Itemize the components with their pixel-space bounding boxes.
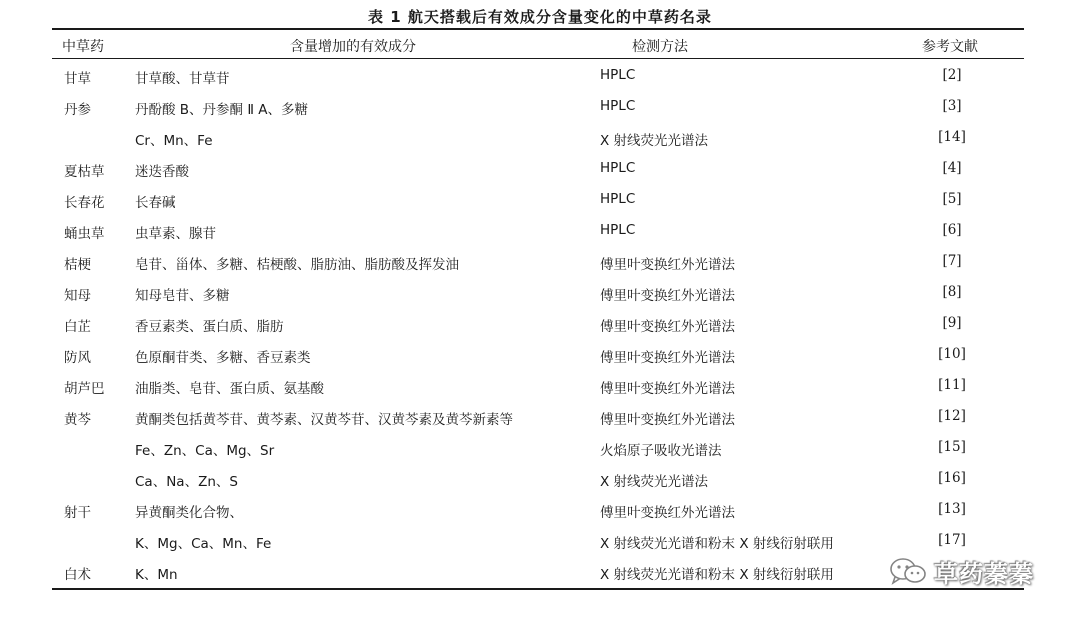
reference-cell: [2] xyxy=(942,67,962,83)
table-row xyxy=(0,308,1080,339)
table-row xyxy=(0,401,1080,432)
reference-cell: [6] xyxy=(942,222,962,238)
method-cell: X 射线荧光光谱和粉末 X 射线衍射联用 xyxy=(600,536,834,552)
reference-cell: [7] xyxy=(942,253,962,269)
herb-cell: 射干 xyxy=(64,505,91,521)
header-reference: 参考文献 xyxy=(922,39,978,55)
table-row xyxy=(0,277,1080,308)
method-cell: 火焰原子吸收光谱法 xyxy=(600,443,722,459)
components-cell: 迷迭香酸 xyxy=(135,164,189,180)
top-rule xyxy=(52,28,1024,30)
table-row xyxy=(0,91,1080,122)
herb-cell: 白芷 xyxy=(64,319,91,335)
header-herb: 中草药 xyxy=(62,39,104,55)
method-cell: HPLC xyxy=(600,160,636,176)
wechat-icon xyxy=(888,556,928,586)
method-cell: 傅里叶变换红外光谱法 xyxy=(600,288,735,304)
components-cell: 色原酮苷类、多糖、香豆素类 xyxy=(135,350,311,366)
components-cell: 皂苷、甾体、多糖、桔梗酸、脂肪油、脂肪酸及挥发油 xyxy=(135,257,459,273)
header-components: 含量增加的有效成分 xyxy=(290,39,416,55)
method-cell: 傅里叶变换红外光谱法 xyxy=(600,412,735,428)
method-cell: HPLC xyxy=(600,191,636,207)
method-cell: 傅里叶变换红外光谱法 xyxy=(600,381,735,397)
method-cell: X 射线荧光光谱法 xyxy=(600,474,709,490)
method-cell: HPLC xyxy=(600,222,636,238)
reference-cell: [4] xyxy=(942,160,962,176)
reference-cell: [12] xyxy=(938,408,966,424)
header-rule xyxy=(52,58,1024,59)
herb-cell: 夏枯草 xyxy=(64,164,105,180)
reference-cell: [3] xyxy=(942,98,962,114)
method-cell: X 射线荧光光谱和粉末 X 射线衍射联用 xyxy=(600,567,834,583)
table-row xyxy=(0,60,1080,91)
components-cell: 虫草素、腺苷 xyxy=(135,226,216,242)
method-cell: HPLC xyxy=(600,67,636,83)
components-cell: Cr、Mn、Fe xyxy=(135,133,213,149)
table-row xyxy=(0,122,1080,153)
reference-cell: [10] xyxy=(938,346,966,362)
method-cell: X 射线荧光光谱法 xyxy=(600,133,709,149)
reference-cell: [16] xyxy=(938,470,966,486)
table-row xyxy=(0,525,1080,556)
table-title: 表 1 航天搭载后有效成分含量变化的中草药名录 xyxy=(368,8,712,26)
reference-cell: [9] xyxy=(942,315,962,331)
herb-cell: 白术 xyxy=(64,567,91,583)
method-cell: 傅里叶变换红外光谱法 xyxy=(600,319,735,335)
table-row xyxy=(0,432,1080,463)
herb-cell: 蛹虫草 xyxy=(64,226,105,242)
table-row xyxy=(0,246,1080,277)
herb-cell: 防风 xyxy=(64,350,91,366)
watermark-text: 草药蓁蓁 xyxy=(934,559,1034,588)
table-row xyxy=(0,215,1080,246)
reference-cell: [14] xyxy=(938,129,966,145)
herb-cell: 知母 xyxy=(64,288,91,304)
method-cell: 傅里叶变换红外光谱法 xyxy=(600,257,735,273)
herb-cell: 甘草 xyxy=(64,71,91,87)
table-row xyxy=(0,370,1080,401)
reference-cell: [11] xyxy=(938,377,966,393)
table-row xyxy=(0,463,1080,494)
bottom-rule xyxy=(52,588,1024,590)
header-method: 检测方法 xyxy=(632,39,688,55)
herb-cell: 长春花 xyxy=(64,195,105,211)
reference-cell: [13] xyxy=(938,501,966,517)
herb-cell: 桔梗 xyxy=(64,257,91,273)
reference-cell: [17] xyxy=(938,532,966,548)
watermark xyxy=(888,555,1034,587)
components-cell: 香豆素类、蛋白质、脂肪 xyxy=(135,319,284,335)
method-cell: HPLC xyxy=(600,98,636,114)
components-cell: 知母皂苷、多糖 xyxy=(135,288,230,304)
method-cell: 傅里叶变换红外光谱法 xyxy=(600,350,735,366)
table-row xyxy=(0,153,1080,184)
components-cell: K、Mn xyxy=(135,567,178,583)
components-cell: 长春碱 xyxy=(135,195,176,211)
reference-cell: [5] xyxy=(942,191,962,207)
components-cell: 油脂类、皂苷、蛋白质、氨基酸 xyxy=(135,381,324,397)
components-cell: 黄酮类包括黄芩苷、黄芩素、汉黄芩苷、汉黄芩素及黄芩新素等 xyxy=(135,412,513,428)
components-cell: Fe、Zn、Ca、Mg、Sr xyxy=(135,443,275,459)
components-cell: K、Mg、Ca、Mn、Fe xyxy=(135,536,272,552)
herb-cell: 黄芩 xyxy=(64,412,91,428)
herb-cell: 胡芦巴 xyxy=(64,381,105,397)
components-cell: 异黄酮类化合物、 xyxy=(135,505,243,521)
table-row xyxy=(0,339,1080,370)
reference-cell: [15] xyxy=(938,439,966,455)
herb-cell: 丹参 xyxy=(64,102,91,118)
table-row xyxy=(0,494,1080,525)
components-cell: 丹酚酸 B、丹参酮 Ⅱ A、多糖 xyxy=(135,102,309,118)
method-cell: 傅里叶变换红外光谱法 xyxy=(600,505,735,521)
table-row xyxy=(0,184,1080,215)
components-cell: Ca、Na、Zn、S xyxy=(135,474,238,490)
components-cell: 甘草酸、甘草苷 xyxy=(135,71,230,87)
reference-cell: [8] xyxy=(942,284,962,300)
